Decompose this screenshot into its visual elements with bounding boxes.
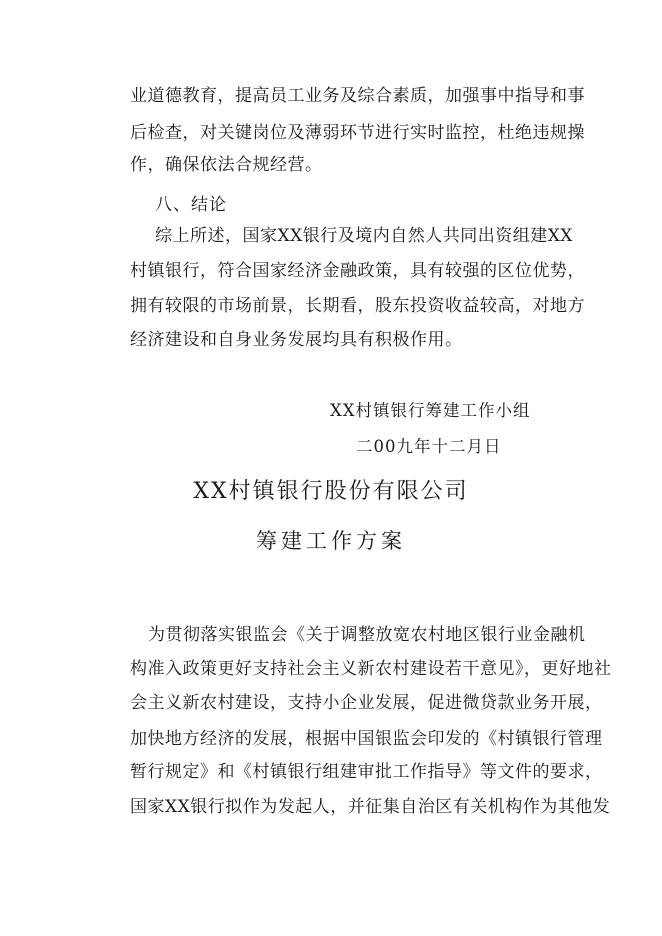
paragraph-line: 拥有较限的市场前景，长期看，股东投资收益较高，对地方 — [130, 296, 585, 316]
paragraph-line: 作，确保依法合规经营。 — [130, 155, 323, 175]
document-title: XX村镇银行股份有限公司 — [193, 479, 469, 504]
paragraph-line: 国家XX银行拟作为发起人，并征集自治区有关机构作为其他发 — [130, 797, 611, 817]
paragraph-line: 后检查，对关键岗位及薄弱环节进行实时监控，杜绝违规操 — [130, 123, 585, 143]
paragraph-line: 构准入政策更好支持社会主义新农村建设若干意见》，更好地社 — [130, 659, 612, 679]
signature-date: 二00九年十二月日 — [356, 437, 502, 456]
conclusion-heading: 八、结论 — [155, 195, 227, 215]
paragraph-line: 会主义新农村建设，支持小企业发展，促进微贷款业务开展， — [130, 693, 603, 713]
paragraph-line: 经济建设和自身业务发展均具有积极作用。 — [130, 330, 463, 350]
signature-org: XX村镇银行筹建工作小组 — [330, 401, 531, 420]
paragraph-line: 加快地方经济的发展，根据中国银监会印发的《村镇银行管理 — [130, 729, 603, 749]
paragraph-line: 业道德教育，提高员工业务及综合素质，加强事中指导和事 — [130, 86, 585, 106]
paragraph-line: 暂行规定》和《村镇银行组建审批工作指导》等文件的要求， — [130, 762, 603, 782]
document-subtitle: 筹建工作方案 — [256, 529, 406, 553]
paragraph-line: 村镇银行，符合国家经济金融政策，具有较强的区位优势， — [130, 261, 585, 281]
paragraph-line: 为贯彻落实银监会《关于调整放宽农村地区银行业金融机 — [148, 625, 586, 645]
paragraph-line: 综上所述，国家XX银行及境内自然人共同出资组建XX — [155, 226, 573, 246]
